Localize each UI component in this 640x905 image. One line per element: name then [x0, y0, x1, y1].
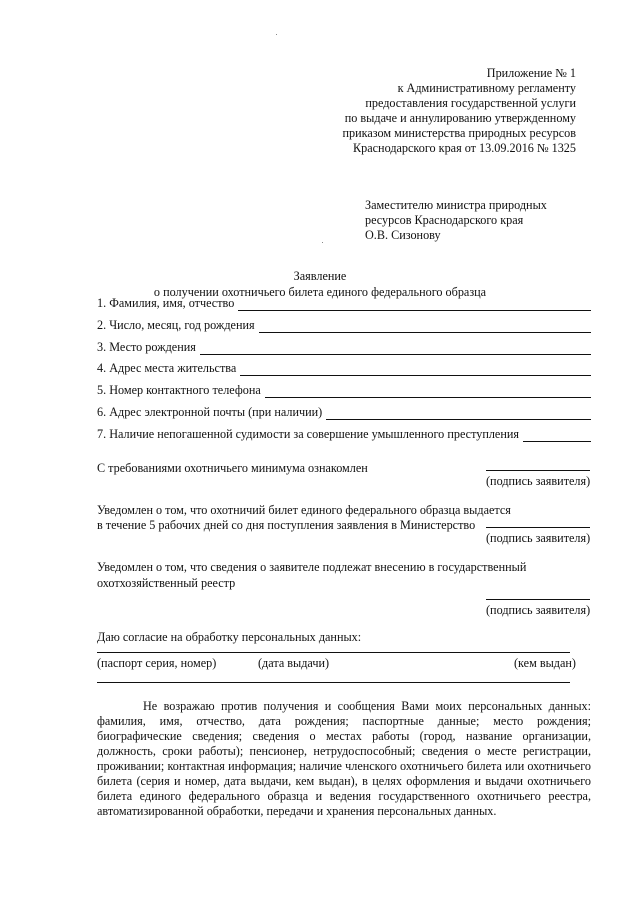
field-criminal-record[interactable] — [97, 427, 591, 442]
field-label: 4. Адрес места жительства — [97, 361, 237, 375]
addressee-line: ресурсов Краснодарского края — [365, 213, 524, 227]
ack-issue-term-line2: в течение 5 рабочих дней со дня поступления заявления в Министерство — [97, 518, 476, 532]
scan-speck — [276, 34, 277, 35]
field-blank-line[interactable] — [523, 429, 591, 442]
ack-registry-line2: охотхозяйственный реестр — [97, 576, 236, 590]
field-phone[interactable] — [97, 383, 591, 398]
field-label: 1. Фамилия, имя, отчество — [97, 296, 235, 310]
appendix-line: Приложение № 1 — [486, 66, 576, 80]
field-label: 3. Место рождения — [97, 340, 196, 354]
field-label: 5. Номер контактного телефона — [97, 383, 261, 397]
consent-paragraph: Не возражаю против получения и сообщения Вами моих персональных данных: фамилия, имя, отчество, дата рождения; паспортные данные; место рождения; биографические сведения; сведения о местах работы (город, название организации, должность, сроки работы); пенсионер, нетрудоспособный; сведения о месте регистрации, проживании; контактная информация; наличие членского охотничьего билета или охотничьего билета (серия и номер, дата выдачи, кем выдан), в целях оформления и выдачи охотничьего билета единого федерального образца и ведения государственного охотничьего реестра, автоматизированной обработки, передачи и хранения персональных данных. — [97, 699, 591, 818]
signature-line[interactable] — [486, 527, 590, 528]
addressee-block — [365, 198, 605, 243]
appendix-block — [246, 66, 576, 156]
ack-issue-term-line1: Уведомлен о том, что охотничий билет единого федерального образца выдается — [97, 503, 511, 517]
field-blank-line[interactable] — [259, 320, 591, 333]
field-birth-place[interactable] — [97, 340, 591, 355]
field-blank-line[interactable] — [200, 342, 591, 355]
field-label: 7. Наличие непогашенной судимости за совершение умышленного преступления — [97, 427, 519, 441]
signature-caption: (подпись заявителя) — [486, 474, 591, 488]
appendix-line: Краснодарского края от 13.09.2016 № 1325 — [353, 141, 576, 155]
signature-caption: (подпись заявителя) — [486, 531, 591, 545]
field-residence-address[interactable] — [97, 361, 591, 376]
title-main: Заявление — [293, 269, 347, 283]
caption-passport: (паспорт серия, номер) — [97, 656, 217, 670]
consent-extra-line[interactable] — [97, 682, 570, 683]
ack-registry-line1: Уведомлен о том, что сведения о заявителе подлежат внесению в государственный — [97, 560, 527, 574]
title-sub: о получении охотничьего билета единого федерального образца — [153, 285, 487, 299]
addressee-line: Заместителю министра природных — [365, 198, 547, 212]
field-label: 6. Адрес электронной почты (при наличии) — [97, 405, 323, 419]
field-blank-line[interactable] — [326, 407, 591, 420]
appendix-line: приказом министерства природных ресурсов — [342, 126, 576, 140]
field-birth-date[interactable] — [97, 318, 591, 333]
consent-heading: Даю согласие на обработку персональных данных: — [97, 630, 362, 644]
field-blank-line[interactable] — [238, 298, 591, 311]
caption-issued-by: (кем выдан) — [514, 656, 576, 670]
caption-issue-date: (дата выдачи) — [258, 656, 330, 670]
field-full-name[interactable] — [97, 296, 591, 311]
signature-caption: (подпись заявителя) — [486, 603, 591, 617]
scan-speck — [322, 242, 323, 243]
appendix-line: к Административному регламенту — [397, 81, 576, 95]
field-blank-line[interactable] — [240, 363, 591, 376]
consent-passport-line[interactable] — [97, 652, 570, 653]
field-label: 2. Число, месяц, год рождения — [97, 318, 255, 332]
appendix-line: по выдаче и аннулированию утвержденному — [344, 111, 576, 125]
field-email[interactable] — [97, 405, 591, 420]
addressee-line: О.В. Сизонову — [365, 228, 441, 242]
ack-minimum-text: С требованиями охотничьего минимума ознакомлен — [97, 461, 368, 475]
field-blank-line[interactable] — [265, 385, 591, 398]
signature-line[interactable] — [486, 470, 590, 471]
appendix-line: предоставления государственной услуги — [365, 96, 576, 110]
signature-line[interactable] — [486, 599, 590, 600]
